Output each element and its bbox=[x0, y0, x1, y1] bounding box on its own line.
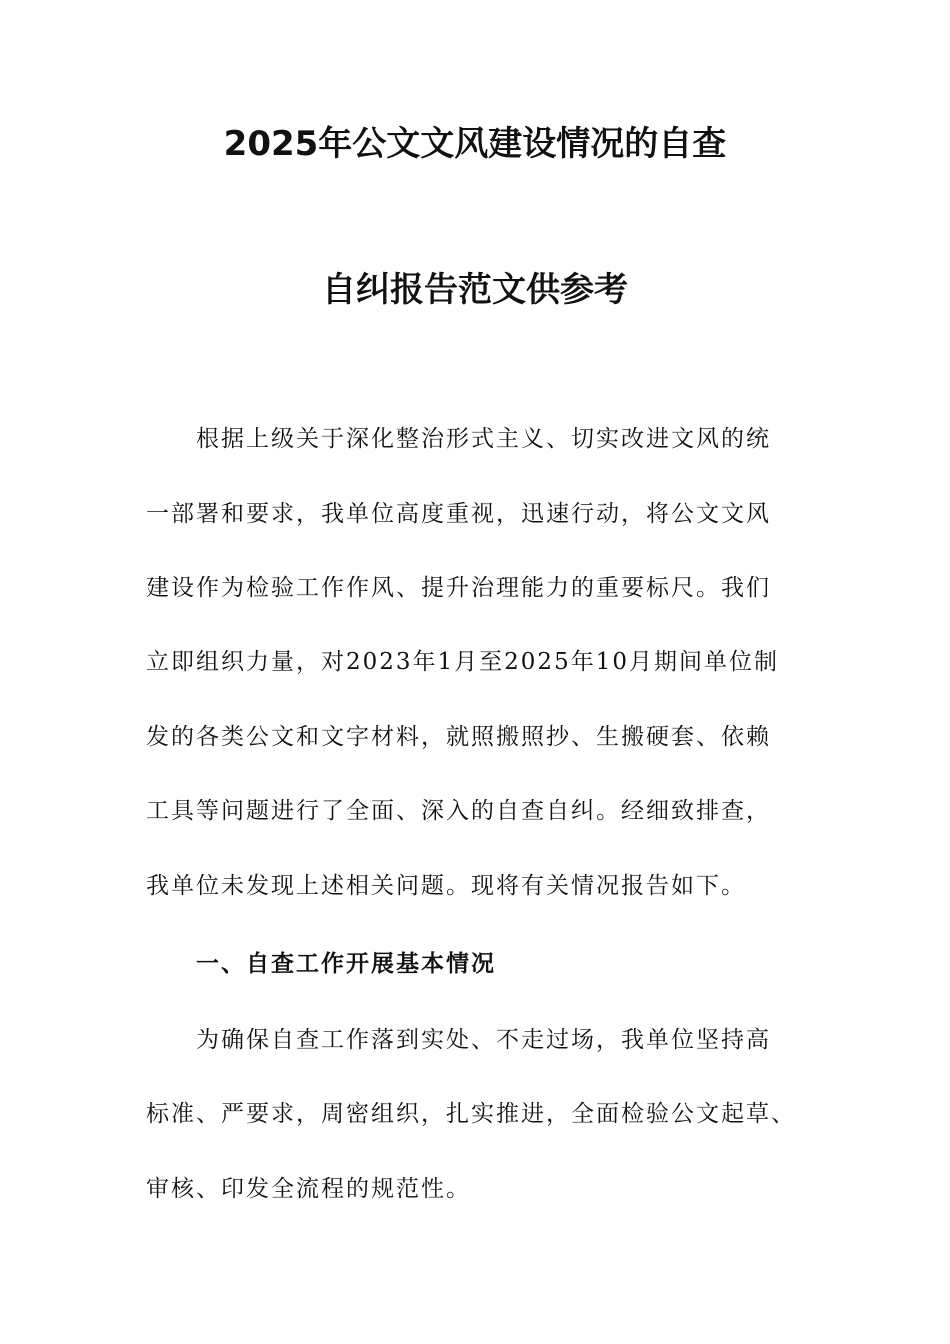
paragraph-line: 我单位未发现上述相关问题。现将有关情况报告如下。 bbox=[146, 873, 746, 899]
paragraph-line: 立即组织力量，对2023年1月至2025年10月期间单位制 bbox=[146, 649, 779, 675]
paragraph-line: 建设作为检验工作作风、提升治理能力的重要标尺。我们 bbox=[146, 575, 771, 601]
paragraph-line: 标准、严要求，周密组织，扎实推进，全面检验公文起草、 bbox=[146, 1101, 796, 1127]
paragraph-line: 根据上级关于深化整治形式主义、切实改进文风的统 bbox=[196, 426, 771, 452]
paragraph-line: 审核、印发全流程的规范性。 bbox=[146, 1176, 471, 1202]
paragraph-line: 工具等问题进行了全面、深入的自查自纠。经细致排查， bbox=[146, 798, 771, 824]
paragraph-line: 一部署和要求，我单位高度重视，迅速行动，将公文文风 bbox=[146, 501, 771, 527]
section-heading-1: 一、自查工作开展基本情况 bbox=[196, 950, 496, 977]
paragraph-line: 为确保自查工作落到实处、不走过场，我单位坚持高 bbox=[196, 1027, 771, 1053]
document-title-line-2: 自纠报告范文供参考 bbox=[322, 270, 628, 310]
document-title-line-1: 2025年公文文风建设情况的自查 bbox=[223, 124, 727, 164]
paragraph-line: 发的各类公文和文字材料，就照搬照抄、生搬硬套、依赖 bbox=[146, 724, 771, 750]
